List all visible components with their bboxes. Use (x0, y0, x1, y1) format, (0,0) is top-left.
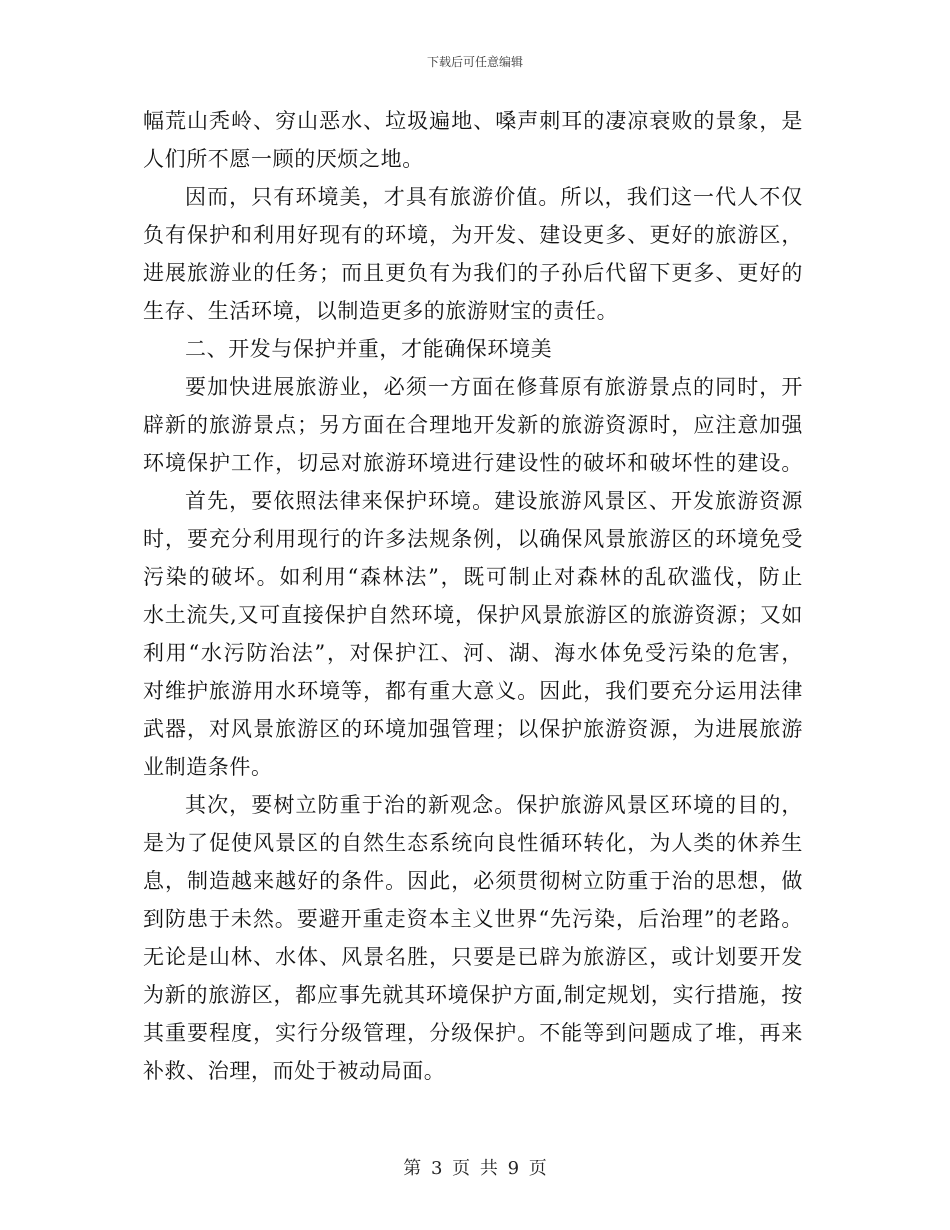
text-line: 是为了促使风景区的自然生态系统向良性循环转化，为人类的休养生 (143, 831, 803, 855)
text-line: 污染的破坏。如利用“森林法”，既可制止对森林的乱砍滥伐，防止 (143, 565, 803, 589)
text-line: 幅荒山秃岭、穷山恶水、垃圾遍地、嗓声刺耳的凄凉衰败的景象，是 (143, 109, 803, 133)
text-line: 补救、治理，而处于被动局面。 (143, 1059, 446, 1083)
document-body (143, 102, 803, 1090)
text-line: 进展旅游业的任务；而且更负有为我们的子孙后代留下更多、更好的 (143, 261, 803, 285)
text-line: 要加快进展旅游业，必须一方面在修葺原有旅游景点的同时，开 (185, 375, 803, 399)
text-line: 生存、生活环境，以制造更多的旅游财宝的责任。 (143, 299, 619, 323)
page-number: 第 3 页 共 9 页 (403, 1158, 547, 1179)
text-line: 无论是山林、水体、风景名胜，只要是已辟为旅游区，或计划要开发 (143, 945, 803, 969)
text-line: 负有保护和利用好现有的环境，为开发、建设更多、更好的旅游区， (143, 223, 803, 247)
text-line: 其重要程度，实行分级管理，分级保护。不能等到问题成了堆，再来 (143, 1021, 803, 1045)
text-line: 业制造条件。 (143, 755, 273, 779)
text-line: 时，要充分利用现行的许多法规条例，以确保风景旅游区的环境免受 (143, 527, 803, 551)
text-line: 环境保护工作，切忌对旅游环境进行建设性的破坏和破坏性的建设。 (143, 451, 803, 475)
text-line: 首先，要依照法律来保护环境。建设旅游风景区、开发旅游资源 (185, 489, 803, 513)
text-line: 为新的旅游区，都应事先就其环境保护方面,制定规划，实行措施，按 (143, 983, 803, 1007)
text-line: 息，制造越来越好的条件。因此，必须贯彻树立防重于治的思想，做 (143, 869, 803, 893)
text-line: 其次，要树立防重于治的新观念。保护旅游风景区环境的目的， (185, 793, 803, 817)
text-line: 利用“水污防治法”，对保护江、河、湖、海水体免受污染的危害， (143, 641, 803, 665)
text-line: 对维护旅游用水环境等，都有重大意义。因此，我们要充分运用法律 (143, 679, 803, 703)
text-line: 辟新的旅游景点；另方面在合理地开发新的旅游资源时，应注意加强 (143, 413, 803, 437)
page-header: 下载后可任意编辑 (426, 55, 523, 69)
text-line: 水土流失,又可直接保护自然环境，保护风景旅游区的旅游资源；又如 (143, 603, 803, 627)
text-line: 到防患于未然。要避开重走资本主义世界“先污染，后治理”的老路。 (143, 907, 803, 931)
section-heading: 二、开发与保护并重，才能确保环境美 (185, 337, 553, 361)
text-line: 武器，对风景旅游区的环境加强管理；以保护旅游资源，为进展旅游 (143, 717, 803, 741)
text-line: 人们所不愿一顾的厌烦之地。 (143, 147, 424, 171)
text-line: 因而，只有环境美，才具有旅游价值。所以，我们这一代人不仅 (185, 185, 803, 209)
